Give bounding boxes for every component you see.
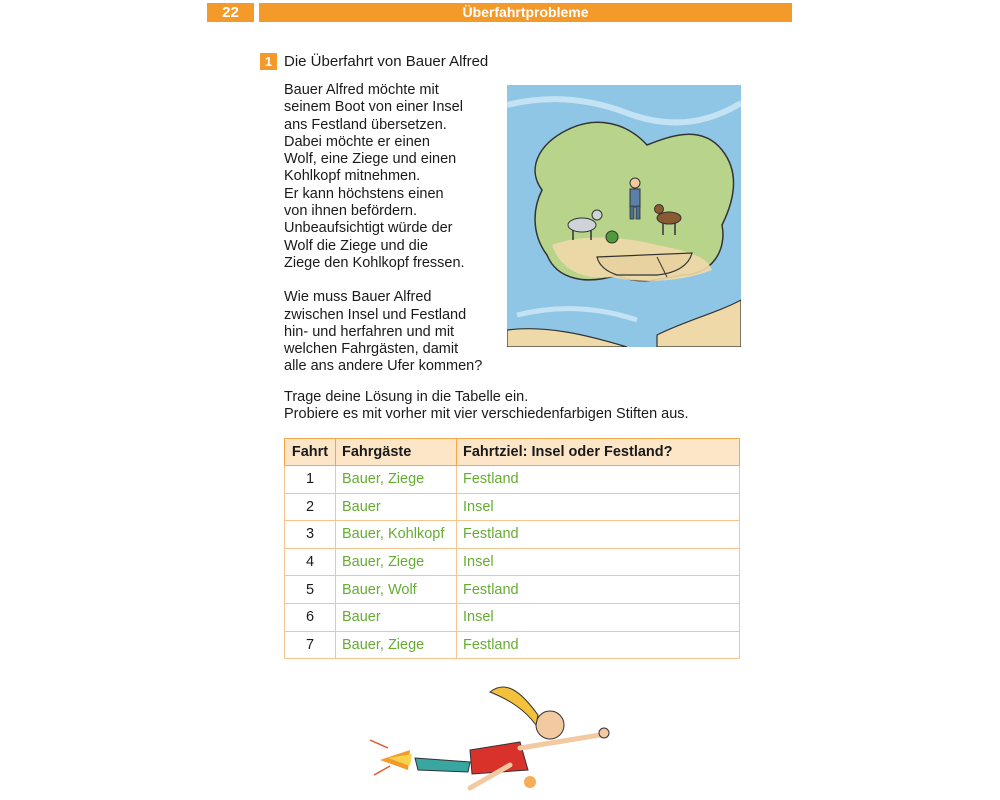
destination-cell[interactable]: Insel xyxy=(457,493,740,521)
passengers-cell[interactable]: Bauer, Ziege xyxy=(336,548,457,576)
task-number-badge: 1 xyxy=(260,53,277,70)
table-row xyxy=(285,521,740,549)
story-paragraph-1: Bauer Alfred möchte mit seinem Boot von einer Insel ans Festland übersetzen. Dabei möchte er einen Wolf, eine Ziege und einen Kohlkopf mitnehmen. Er kann höchstens einen von ihnen befördern. Unbeaufsichtigt würde der Wolf die Ziege und die Ziege den Kohlkopf fressen. xyxy=(284,82,465,271)
destination-cell[interactable]: Insel xyxy=(457,548,740,576)
instruction-text: Trage deine Lösung in die Tabelle ein. Probiere es mit vorher mit vier verschiedenfarbigen Stiften aus. xyxy=(284,389,689,423)
cabbage-figure xyxy=(606,231,618,243)
island-illustration xyxy=(507,85,741,347)
task-title: Die Überfahrt von Bauer Alfred xyxy=(284,53,489,70)
passengers-cell[interactable]: Bauer, Ziege xyxy=(336,466,457,494)
trip-number: 3 xyxy=(285,521,336,549)
trip-number: 2 xyxy=(285,493,336,521)
passengers-cell[interactable]: Bauer, Wolf xyxy=(336,576,457,604)
table-header-row xyxy=(285,439,740,466)
destination-cell[interactable]: Festland xyxy=(457,521,740,549)
table-row xyxy=(285,466,740,494)
table-row xyxy=(285,548,740,576)
trip-number: 1 xyxy=(285,466,336,494)
table-row xyxy=(285,631,740,659)
trip-number: 7 xyxy=(285,631,336,659)
trip-number: 4 xyxy=(285,548,336,576)
solution-table xyxy=(284,438,740,659)
passengers-cell[interactable]: Bauer, Ziege xyxy=(336,631,457,659)
passengers-cell[interactable]: Bauer, Kohlkopf xyxy=(336,521,457,549)
chapter-title: Überfahrtprobleme xyxy=(259,3,792,22)
destination-cell[interactable]: Festland xyxy=(457,631,740,659)
passengers-cell[interactable]: Bauer xyxy=(336,493,457,521)
table-row xyxy=(285,576,740,604)
destination-cell[interactable]: Insel xyxy=(457,603,740,631)
story-paragraph-2: Wie muss Bauer Alfred zwischen Insel und Festland hin- und herfahren und mit welchen Fahrgästen, damit alle ans andere Ufer kommen? xyxy=(284,289,483,375)
page-number: 22 xyxy=(207,3,254,22)
story-text xyxy=(284,82,509,376)
table-row xyxy=(285,603,740,631)
flying-superhero-girl-illustration xyxy=(360,670,630,798)
passengers-cell[interactable]: Bauer xyxy=(336,603,457,631)
trip-number: 6 xyxy=(285,603,336,631)
table-row xyxy=(285,493,740,521)
col-fahrgaeste: Fahrgäste xyxy=(336,439,457,466)
col-fahrt: Fahrt xyxy=(285,439,336,466)
destination-cell[interactable]: Festland xyxy=(457,466,740,494)
destination-cell[interactable]: Festland xyxy=(457,576,740,604)
col-fahrtziel: Fahrtziel: Insel oder Festland? xyxy=(457,439,740,466)
trip-number: 5 xyxy=(285,576,336,604)
rocket-flame xyxy=(370,740,412,775)
